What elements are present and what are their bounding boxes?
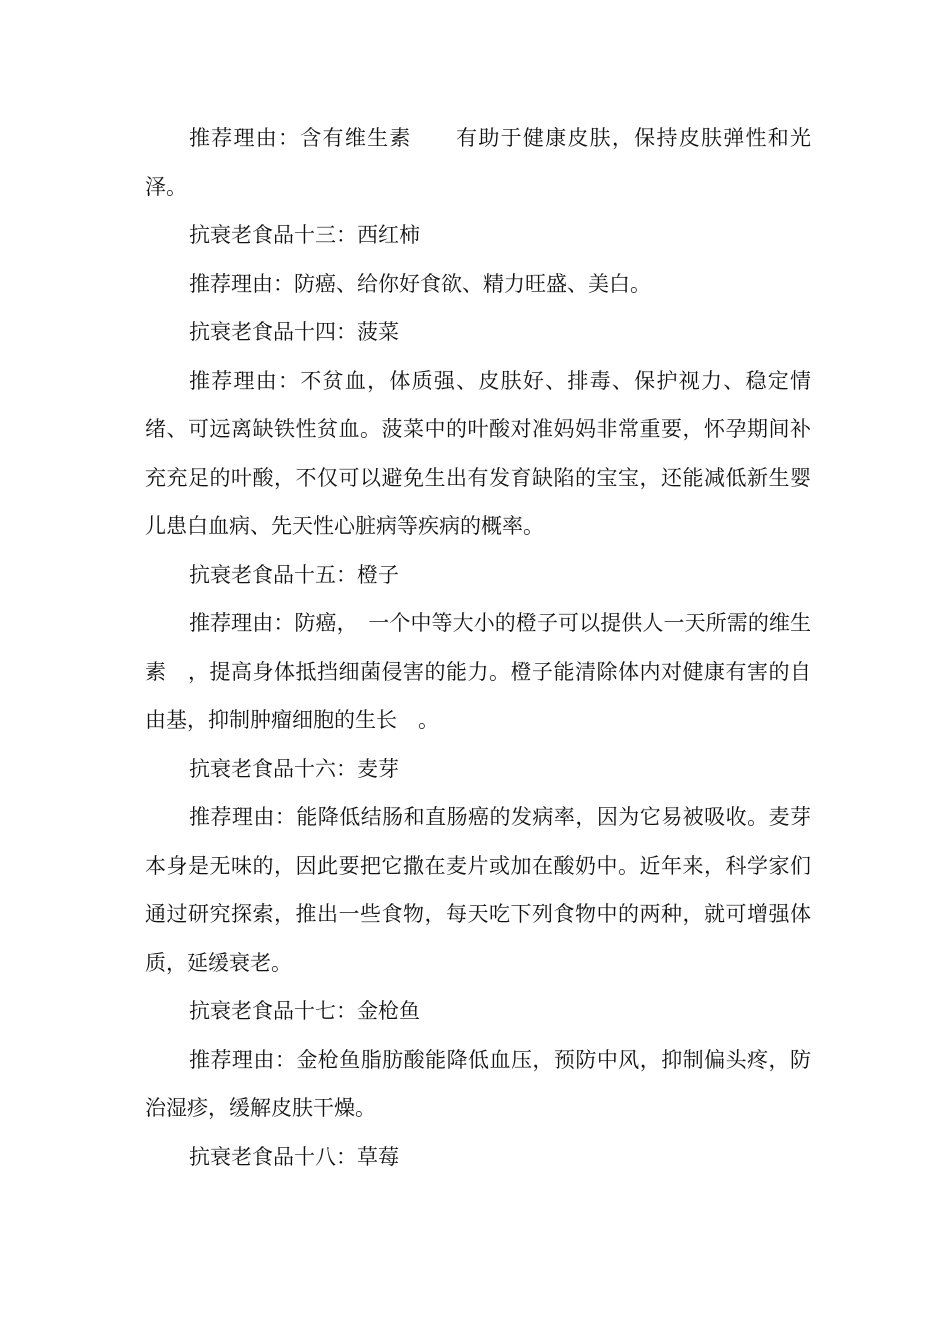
paragraph-reason-16: 推荐理由：能降低结肠和直肠癌的发病率，因为它易被吸收。麦芽本身是无味的，因此要把它撒在麦片或加在酸奶中。近年来，科学家们通过研究探索，推出一些食物，每天吃下列食物中的两种，就可增强体质，延缓衰老。 — [145, 805, 811, 975]
heading-food-16: 抗衰老食品十六：麦芽 — [189, 756, 399, 781]
paragraph-reason-15: 推荐理由：防癌， 一个中等大小的橙子可以提供人一天所需的维生素 ，提高身体抵挡细菌侵害的能力。橙子能清除体内对健康有害的自由基，抑制肿瘤细胞的生长 。 — [145, 611, 811, 732]
paragraph-reason-14: 推荐理由：不贫血，体质强、皮肤好、排毒、保护视力、稳定情绪、可远离缺铁性贫血。菠菜中的叶酸对准妈妈非常重要，怀孕期间补充充足的叶酸，不仅可以避免生出有发育缺陷的宝宝，还能减低新生婴儿患白血病、先天性心脏病等疾病的概率。 — [145, 368, 811, 538]
heading-food-15: 抗衰老食品十五：橙子 — [189, 562, 399, 587]
paragraph-reason-17: 推荐理由：金枪鱼脂肪酸能降低血压，预防中风，抑制偏头疼，防治湿疹，缓解皮肤干燥。 — [145, 1047, 811, 1120]
paragraph-reason-13: 推荐理由：防癌、给你好食欲、精力旺盛、美白。 — [189, 271, 651, 296]
heading-food-17: 抗衰老食品十七：金枪鱼 — [189, 999, 420, 1023]
heading-food-13: 抗衰老食品十三：西红柿 — [189, 223, 420, 247]
heading-food-18: 抗衰老食品十八：草莓 — [189, 1144, 399, 1169]
paragraph-reason-12: 推荐理由：含有维生素 有助于健康皮肤，保持皮肤弹性和光泽。 — [145, 126, 811, 199]
heading-food-14: 抗衰老食品十四：菠菜 — [189, 320, 399, 344]
document-body — [145, 114, 811, 1181]
